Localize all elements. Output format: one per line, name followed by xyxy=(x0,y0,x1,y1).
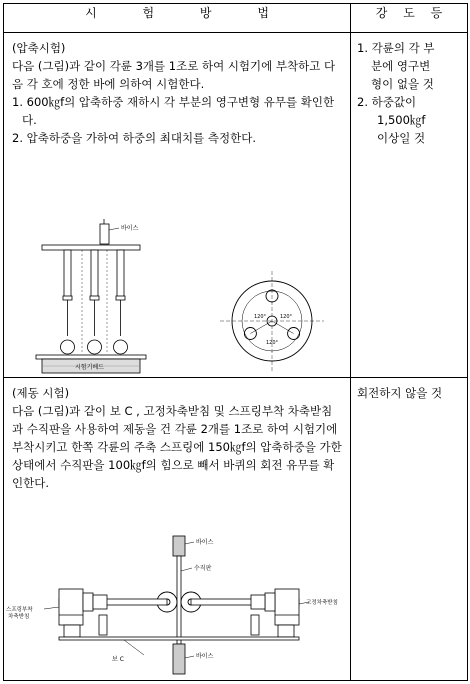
compression-title: (압축시험) xyxy=(12,41,66,55)
vertical-plate-label: 수직판 xyxy=(194,565,212,572)
spring-bearing-label-2: 차축받침 xyxy=(8,614,30,620)
criteria-2-line-2: 1,500㎏f xyxy=(377,113,426,127)
compression-intro: 다음 (그림)과 같이 각륜 3개를 1조로 하여 시험기에 부착하고 다음 각 호에 정한 바에 의하여 시험한다. xyxy=(12,59,336,91)
compression-vise-label: 바이스 xyxy=(121,225,139,232)
criteria-1-line-3: 형이 없을 것 xyxy=(371,77,434,91)
test-method-table xyxy=(3,3,468,681)
compression-machine-label: 시험기베드 xyxy=(75,364,104,371)
spring-bearing-label-1: 스프링부착 xyxy=(6,607,33,613)
compression-step-1: 1. 600㎏f의 압축하중 재하시 각 부분의 영구변형 유무를 확인한다. xyxy=(12,95,335,127)
criteria-1-line-1: 1. 각륜의 각 부 xyxy=(357,41,435,55)
fixed-bearing-label: 고정차축받침 xyxy=(306,600,338,606)
angle-label-left: 120° xyxy=(254,314,267,320)
compression-row xyxy=(4,33,468,378)
braking-criteria-cell xyxy=(351,378,468,681)
braking-vise-top-label: 바이스 xyxy=(196,539,214,546)
beam-c-label: 보 C xyxy=(112,656,124,663)
compression-test-figure xyxy=(4,216,349,376)
compression-method-cell xyxy=(4,33,351,378)
compression-step-2: 2. 압축하중을 가하여 하중의 최대치를 측정한다. xyxy=(12,131,256,145)
braking-criteria: 회전하지 않을 것 xyxy=(357,386,443,400)
criteria-1-line-2: 분에 영구변 xyxy=(371,59,431,73)
angle-label-bottom: 120° xyxy=(266,340,279,346)
braking-title: (제동 시험) xyxy=(12,386,70,400)
braking-method-cell xyxy=(4,378,351,681)
angle-label-right: 120° xyxy=(280,314,293,320)
braking-intro: 다음 (그림)과 같이 보 C , 고정차축받침 및 스프링부착 차축받침과 수직판을 사용하여 제동을 건 각륜 2개를 1조로 하여 시험기에 부착시키고 한쪽 각륜의 주축 스프링에 150㎏f의 압축하중을 가한 상태에서 수직판을 100㎏f의 힘으로 빼서 바퀴의 회전 유무를 확인한다. xyxy=(12,404,342,490)
criteria-2-line-1: 2. 하중값이 xyxy=(357,95,417,109)
braking-test-figure xyxy=(4,531,349,681)
braking-row xyxy=(4,378,468,681)
table-header-row xyxy=(4,4,468,33)
braking-vise-bottom-label: 바이스 xyxy=(196,653,214,660)
header-method: 시 험 방 법 xyxy=(4,4,351,33)
compression-criteria-cell xyxy=(351,33,468,378)
header-strength: 강 도 등 xyxy=(351,4,468,33)
criteria-2-line-3: 이상일 것 xyxy=(377,131,426,145)
